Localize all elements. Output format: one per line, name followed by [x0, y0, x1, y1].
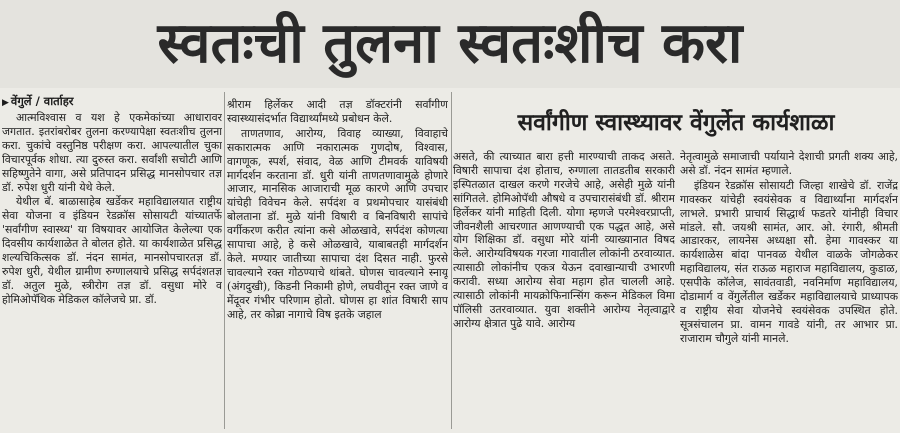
paragraph: येथील बॅ. बाळासाहेब खर्डेकर महाविद्यालयात राष्ट्रीय सेवा योजना व इंडियन रेडक्रॉस सोसायटी यांच्यातर्फे 'सर्वांगीण स्वास्थ्य' या विषयावर आयोजित केलेल्या एक दिवसीय कार्यशाळेत ते बोलत होते. या कार्यशाळेत प्रसिद्ध शल्यचिकित्सक डॉ. नंदन सामंत, मानसोपचारतज्ञ डॉ. रुपेश धुरी, येथील ग्रामीण रुग्णालयाचे प्रसिद्ध सर्पदंशतज्ञ डॉ. अतुल मुळे, स्त्रीरोग तज्ञ डॉ. वसुधा मोरे व होमिओपॅथिक मेडिकल कॉलेजचे प्रा. डॉ.	[2, 195, 222, 306]
article-column-3	[453, 150, 675, 429]
sub-headline	[456, 98, 896, 144]
byline	[2, 94, 222, 111]
paragraph: नेतृत्वामुळे समाजाची पर्यायाने देशाची प्रगती शक्य आहे, असे डॉ. नंदन सामंत म्हणाले.	[680, 150, 898, 177]
paragraph: ताणतणाव, आरोग्य, विवाह व्याख्या, विवाहाचे सकारात्मक आणि नकारात्मक गुणदोष, विश्वास, वागणूक, स्पर्श, संवाद, वेळ आणि टीमवर्क याविषयी मार्गदर्शन करताना डॉ. धुरी यांनी ताणतणावामुळे होणारे आजार, मानसिक आजाराची मूळ कारणे आणि उपचार यांचेही विवेचन केले. सर्पदंश व प्रथमोपचार यासंबंधी बोलताना डॉ. मुळे यांनी विषारी व बिनविषारी सापांचे वर्गीकरण करीत त्यांना कसे ओळखावे, सर्पदंश कोणत्या सापाचा आहे, हे कसे ओळखावे, याबाबतही मार्गदर्शन केले. मण्यार जातीच्या सापाचा दंश दिसत नाही. फुरसे चावल्याने रक्त गोठण्याचे थांबते. घोणस चावल्याने स्नायू (अंगदुखी), किडनी निकामी होणे, लघवीतून रक्त जाणे व मेंदूवर गंभीर परिणाम होतो. घोणस हा शांत विषारी साप आहे, तर कोब्रा नागाचे विष इतके जहाल	[227, 126, 448, 321]
headline-text: स्वतःची तुलना स्वतःशीच करा	[157, 11, 743, 76]
article-column-1	[2, 94, 222, 429]
paragraph: श्रीराम हिर्लेकर आदी तज्ञ डॉक्टरांनी सर्वांगीण स्वास्थ्यासंदर्भात विद्यार्थ्यांमध्ये प्रबोधन केले.	[227, 98, 448, 125]
paragraph: इंडियन रेडक्रॉस सोसायटी जिल्हा शाखेचे डॉ. राजेंद्र गावस्कर यांचेही स्वयंसेवक व विद्यार्थ्यांना मार्गदर्शन लाभले. प्रभारी प्राचार्य सिद्धार्थ फडतरे यांनीही विचार मांडले. सौ. जयश्री सामंत, आर. ओ. रंगारी, श्रीमती आडारकर, लायनेस अध्यक्षा सौ. हेमा गावस्कर या कार्यशाळेस बांदा पानवळ येथील वाळके जोगळेकर महाविद्यालय, संत राऊळ महाराज महाविद्यालय, कुडाळ, एसपीके कॉलेज, सावंतवाडी, नवनिर्माण महाविद्यालय, दोडामार्ग व वेंगुर्लेतील खर्डेकर महाविद्यालयाचे प्राध्यापक व राष्ट्रीय सेवा योजनेचे स्वयंसेवक उपस्थित होते. सूत्रसंचालन प्रा. वामन गावडे यांनी, तर आभार प्रा. राजाराम चौगुले यांनी मानले.	[680, 178, 898, 345]
paragraph: आत्मविश्वास व यश हे एकमेकांच्या आधारावर जगतात. इतरांबरोबर तुलना करण्यापेक्षा स्वतःशीच तुलना करा. चुकांचे वस्तुनिष्ठ परीक्षण करा. आपल्यातील चुका विचारपूर्वक शोधा. त्या दुरुस्त करा. सर्वांशी सचोटी आणि सहिष्णुतेने वागा, असे प्रतिपादन प्रसिद्ध मानसोपचार तज्ञ डॉ. रुपेश धुरी यांनी येथे केले.	[2, 111, 222, 194]
article-column-2	[227, 98, 448, 429]
paragraph: असते, की त्याच्यात बारा हत्ती मारण्याची ताकद असते. विषारी सापाचा दंश होताच, रुग्णाला तातडतीब सरकारी इस्पितळात दाखल करणे गरजेचे आहे, असेही मुळे यांनी सांगितले. होमिओपॅथी औषधे व उपचारासंबंधी डॉ. श्रीराम हिर्लेकर यांनी माहिती दिली. योगा म्हणजे परमेश्वरप्राप्ती, जीवनशैली आचरणात आणण्याची एक पद्धत आहे, असे योग शिक्षिका डॉ. वसुधा मोरे यांनी व्याख्यानात विषद केले. आरोग्यविषयक गरजा गावातील लोकांनी ठरवाव्यात. त्यासाठी लोकांनीच एकत्र येऊन दवाखान्याची उभारणी करावी. सध्या आरोग्य सेवा महाग होत चालली आहे. त्यासाठी लोकांनी मायक्रोफिनान्सिंग करून मेडिकल विमा पॉलिसी उतरवाव्यात. युवा शक्तीने आरोग्य नेतृत्वाद्वारे आरोग्य क्षेत्रात पुढे यावे. आरोग्य	[453, 150, 675, 330]
article-headline	[0, 0, 900, 88]
article-column-4	[680, 150, 898, 429]
column-divider	[451, 92, 452, 429]
byline-text: वेंगुर्ले / वार्ताहर	[10, 94, 74, 108]
sub-headline-text: सर्वांगीण स्वास्थ्यावर वेंगुर्लेत कार्यशाळा	[517, 110, 835, 136]
triangle-bullet-icon: ▶	[2, 98, 9, 108]
column-divider	[224, 92, 225, 429]
